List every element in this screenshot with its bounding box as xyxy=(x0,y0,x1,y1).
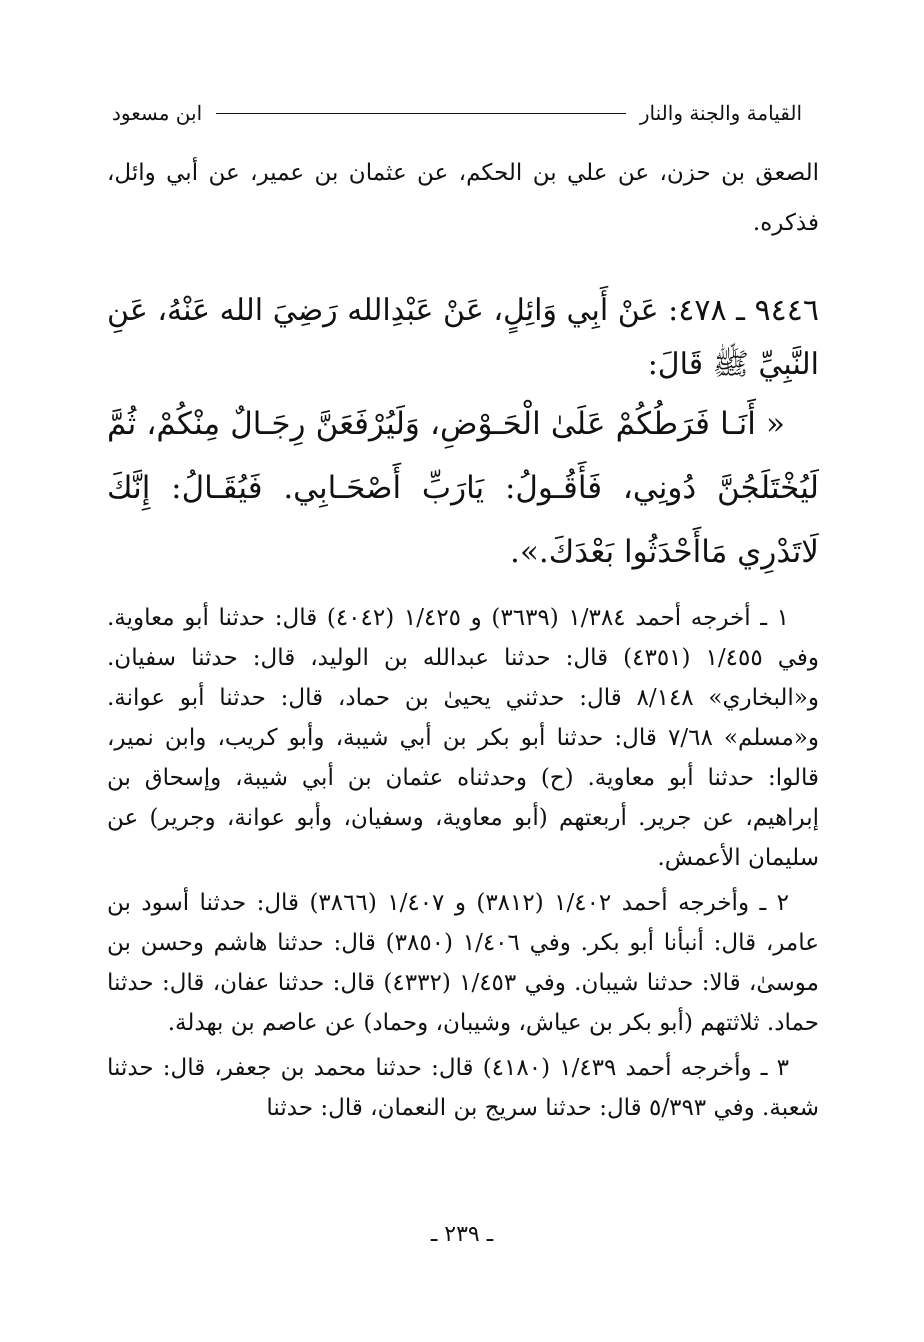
footnote-2: ٢ ـ وأخرجه أحمد ١/٤٠٢ (٣٨١٢) و ١/٤٠٧ (٣٨٦٦) قال: حدثنا أسود بن عامر، قال: أنبأنا أبو بكر. وفي ١/٤٠٦ (٣٨٥٠) قال: حدثنا هاشم وحسن بن موسىٰ، قالا: حدثنا شيبان. وفي ١/٤٥٣ (٤٣٣٢) قال: حدثنا عفان، قال: حدثنا حماد. ثلاثتهم (أبو بكر بن عياش، وشيبان، وحماد) عن عاصم بن بهدلة. xyxy=(107,890,819,1036)
footnote-3: ٣ ـ وأخرجه أحمد ١/٤٣٩ (٤١٨٠) قال: حدثنا محمد بن جعفر، قال: حدثنا شعبة. وفي ٥/٣٩٣ قال: حدثنا سريج بن النعمان، قال: حدثنا xyxy=(107,1055,819,1121)
hadith-block xyxy=(107,284,819,584)
hadith-heading: ٩٤٤٦ ـ ٤٧٨: عَنْ أَبِي وَائِلٍ، عَنْ عَبْدِالله رَضِيَ الله عَنْهُ، عَنِ النَّبِيِّ ﷺ قَالَ: xyxy=(107,293,819,382)
footnotes xyxy=(107,598,819,1128)
hadith-text: « أَنَـا فَرَطُكُمْ عَلَىٰ الْحَـوْضِ، وَلَيُرْفَعَنَّ رِجَـالٌ مِنْكُمْ، ثُمَّ لَيُخْتَلَجُنَّ دُونِي، فَأَقُـولُ: يَارَبِّ أَصْحَـابِي. فَيُقَـالُ: إِنَّكَ لَاتَدْرِي مَاأَحْدَثُوا بَعْدَكَ.». xyxy=(107,406,819,570)
header-rule xyxy=(216,113,626,114)
page-number: ـ ٢٣٩ ـ xyxy=(430,1222,494,1247)
header-book-title: القيامة والجنة والنار xyxy=(639,101,802,125)
header-section-title: ابن مسعود xyxy=(112,101,203,125)
running-header xyxy=(112,98,802,128)
lead-paragraph: الصعق بن حزن، عن علي بن الحكم، عن عثمان بن عمير، عن أبي وائل، فذكره. xyxy=(107,160,819,236)
footnote-1: ١ ـ أخرجه أحمد ١/٣٨٤ (٣٦٣٩) و ١/٤٢٥ (٤٠٤٢) قال: حدثنا أبو معاوية. وفي ١/٤٥٥ (٤٣٥١) قال: حدثنا عبدالله بن الوليد، قال: حدثنا سفيان. و«البخاري» ٨/١٤٨ قال: حدثني يحيىٰ بن حماد، قال: حدثنا أبو عوانة. و«مسلم» ٧/٦٨ قال: حدثنا أبو بكر بن أبي شيبة، وأبو كريب، وابن نمير، قالوا: حدثنا أبو معاوية. (ح) وحدثناه عثمان بن أبي شيبة، وإسحاق بن إبراهيم، عن جرير. أربعتهم (أبو معاوية، وسفيان، وأبو عوانة، وجرير) عن سليمان الأعمش. xyxy=(107,605,819,871)
page-content xyxy=(107,148,819,1133)
